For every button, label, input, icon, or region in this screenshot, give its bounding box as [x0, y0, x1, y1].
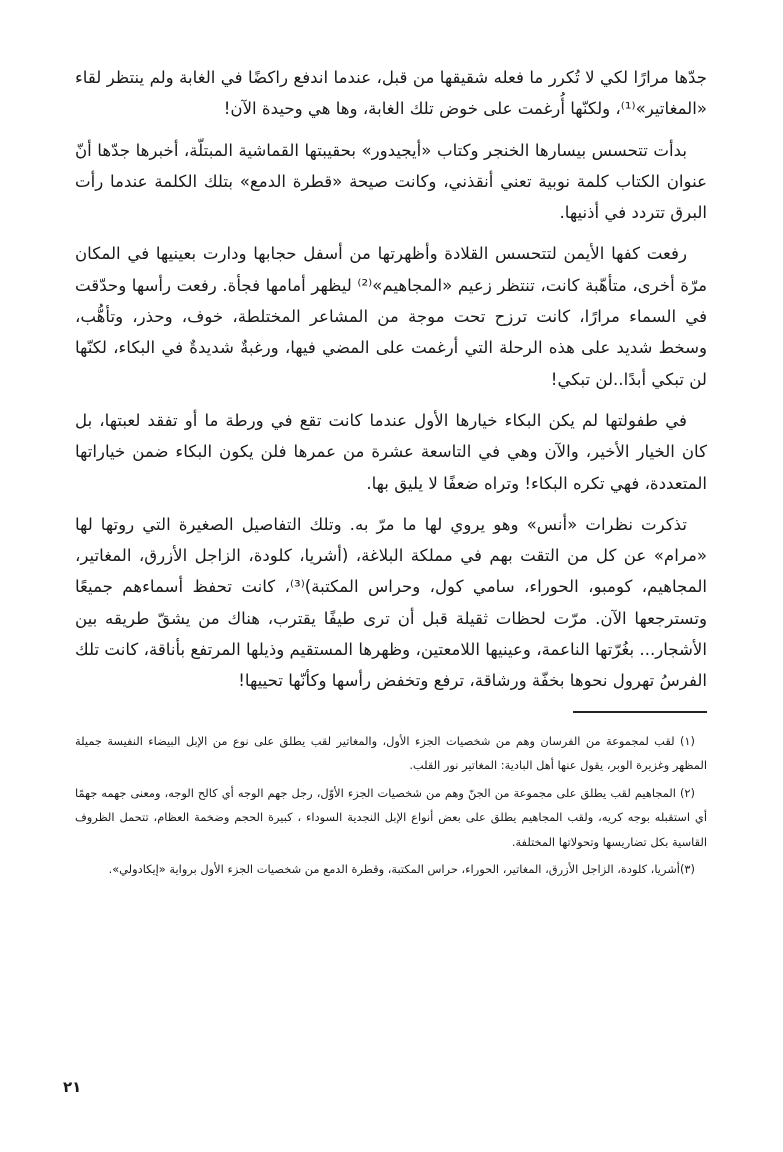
paragraph: جدّها مرارًا لكي لا تُكرر ما فعله شقيقها من قبل، عندما اندفع راكضًا في الغابة ولم ينتظر لقاء «المغاتير»⁽¹⁾، ولكنّها أُرغمت على خوض تلك الغابة، وها هي وحيدة الآن! — [75, 68, 707, 119]
paragraph: تذكرت نظرات «أنس» وهو يروي لها ما مرّ به. وتلك التفاصيل الصغيرة التي روتها لها «مرام» عن كل من التقت بهم في مملكة البلاغة، (أشريا، كلودة، الزاجل الأزرق، المغاتير، المجاهيم، كومبو، الحوراء، سامي كول، وحراس المكتبة)⁽³⁾، كانت تحفظ أسماءهم جميعًا وتسترجعها الآن. مرّت لحظات ثقيلة قبل أن ترى طيفًا يقترب، هناك من يشقّ طريقه بين الأشجار... بغُرّتها الناعمة، وعينيها اللامعتين، وظهرها المستقيم وذيلها المرتفع بأناقة، كانت تلك الفرسُ تهرول نحوها بخفّة ورشاقة، ترفع وتخفض رأسها وكأنّها تحييها! — [75, 514, 707, 691]
page-content — [75, 62, 707, 885]
footnote-separator — [573, 711, 707, 713]
body-text — [75, 62, 707, 697]
paragraph: بدأت تتحسس بيسارها الخنجر وكتاب «أيجيدور» بحقيبتها القماشية المبتلّة، أخبرها جدّها أنّ عنوان الكتاب كلمة نوبية تعني أنقذني، وكانت صيحة «قطرة الدمع» بتلك الكلمة عندما رأت البرق تتردد في أذنيها. — [75, 140, 707, 223]
paragraph: في طفولتها لم يكن البكاء خيارها الأول عندما كانت تقع في ورطة ما أو تفقد لعبتها، بل كان الخيار الأخير، والآن وهي في التاسعة عشرة من عمرها فلن يكون البكاء ضمن خياراتها المتعددة، فهي تكره البكاء! وتراه ضعفًا لا يليق بها. — [75, 410, 707, 493]
page-number: ٢١ — [63, 1078, 82, 1096]
footnotes — [75, 729, 707, 882]
paragraph: رفعت كفها الأيمن لتتحسس القلادة وأظهرتها من أسفل حجابها ودارت بعينيها في المكان مرّة أخرى، متأهّبة كانت، تنتظر زعيم «المجاهيم»⁽²⁾ ليظهر أمامها فجأة. رفعت رأسها وحدّقت في السماء مرارًا، كانت ترزح تحت موجة من المشاعر المختلطة، خوف، وحذر، وتأهُّب، وسخط شديد على هذه الرحلة التي أرغمت على المضي فيها، ورغبةٌ شديدةٌ في البكاء، لكنّها لن تبكي أبدًا..لن تبكي! — [75, 244, 707, 389]
footnote-3: (٣)أشريا، كلودة، الزاجل الأزرق، المغاتير، الحوراء، حراس المكتبة، وقطرة الدمع من شخصيات الجزء الأول برواية «إيكادولي». — [108, 862, 695, 877]
footnote-2: (٢) المجاهيم لقب يطلق على مجموعة من الجنّ وهم من شخصيات الجزء الأوّل، رجل جهم الوجه أي كالح الوجه، ومعنى جهمه جهمًا أي استقبله بوجه كريه، ولقب المجاهيم يطلق على بعض أنواع الإبل النجدية السوداء ، كبيرة الحجم وضخمة العظام، تتحمل الظروف القاسية بكل تضاريسها وتحولاتها المختلفة. — [75, 785, 707, 849]
footnote-1: (١) لقب لمجموعة من الفرسان وهم من شخصيات الجزء الأول، والمغاتير لقب يطلق على نوع من الإبل البيضاء النفيسة جميلة المظهر وغزيرة الوبر، يقول عنها أهل البادية: المغاتير نور القلب. — [75, 733, 707, 773]
